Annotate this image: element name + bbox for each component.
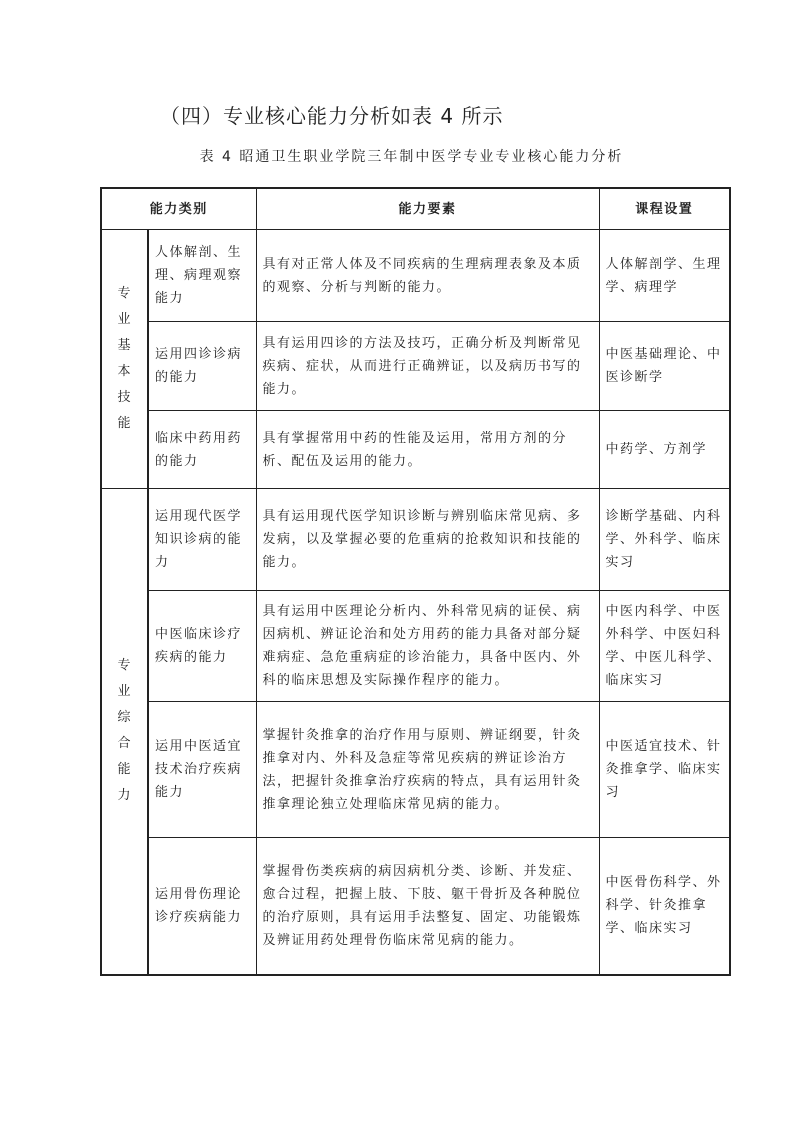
header-ability-elements: 能力要素 (256, 188, 599, 230)
core-ability-table (100, 187, 731, 976)
courses-cell: 人体解剖学、生理学、病理学 (599, 230, 730, 322)
elements-cell: 具有运用中医理论分析内、外科常见病的证侯、病因病机、辨证论治和处方用药的能力具备对部分疑难病症、急危重病症的诊治能力，具备中医内、外科的临床思想及实际操作程序的能力。 (256, 591, 599, 702)
ability-cell: 运用中医适宜技术治疗疾病能力 (148, 702, 256, 838)
table-row (101, 411, 730, 489)
table-row (101, 322, 730, 411)
ability-cell: 临床中药用药的能力 (148, 411, 256, 489)
ability-cell: 人体解剖、生理、病理观察能力 (148, 230, 256, 322)
ability-cell: 运用现代医学知识诊病的能力 (148, 489, 256, 591)
ability-cell: 运用骨伤理论诊疗疾病能力 (148, 838, 256, 975)
courses-cell: 中医骨伤科学、外科学、针灸推拿学、临床实习 (599, 838, 730, 975)
table-row (101, 702, 730, 838)
table-header-row (101, 188, 730, 230)
courses-cell: 中药学、方剂学 (599, 411, 730, 489)
group-cell (101, 230, 148, 489)
elements-cell: 掌握骨伤类疾病的病因病机分类、诊断、并发症、愈合过程，把握上肢、下肢、躯干骨折及各种脱位的治疗原则，具有运用手法整复、固定、功能锻炼及辨证用药处理骨伤临床常见病的能力。 (256, 838, 599, 975)
table-row (101, 838, 730, 975)
header-courses: 课程设置 (599, 188, 730, 230)
header-ability-category: 能力类别 (101, 188, 256, 230)
elements-cell: 具有掌握常用中药的性能及运用，常用方剂的分析、配伍及运用的能力。 (256, 411, 599, 489)
table-caption: 表 4 昭通卫生职业学院三年制中医学专业专业核心能力分析 (199, 149, 624, 165)
elements-cell: 具有运用四诊的方法及技巧，正确分析及判断常见疾病、症状，从而进行正确辨证，以及病历书写的能力。 (256, 322, 599, 411)
courses-cell: 中医内科学、中医外科学、中医妇科学、中医儿科学、临床实习 (599, 591, 730, 702)
group-label: 专业综合能力 (117, 658, 133, 804)
courses-cell: 中医适宜技术、针灸推拿学、临床实习 (599, 702, 730, 838)
courses-cell: 中医基础理论、中医诊断学 (599, 322, 730, 411)
table-row (101, 591, 730, 702)
elements-cell: 具有运用现代医学知识诊断与辨别临床常见病、多发病，以及掌握必要的危重病的抢救知识和技能的能力。 (256, 489, 599, 591)
courses-cell: 诊断学基础、内科学、外科学、临床实习 (599, 489, 730, 591)
table-row (101, 489, 730, 591)
elements-cell: 具有对正常人体及不同疾病的生理病理表象及本质的观察、分析与判断的能力。 (256, 230, 599, 322)
section-heading: （四）专业核心能力分析如表 4 所示 (160, 104, 504, 128)
group-cell (101, 489, 148, 975)
group-label: 专业基本技能 (117, 286, 133, 431)
table-row (101, 230, 730, 322)
elements-cell: 掌握针灸推拿的治疗作用与原则、辨证纲要，针灸推拿对内、外科及急症等常见疾病的辨证诊治方法，把握针灸推拿治疗疾病的特点，具有运用针灸推拿理论独立处理临床常见病的能力。 (256, 702, 599, 838)
ability-cell: 中医临床诊疗疾病的能力 (148, 591, 256, 702)
ability-cell: 运用四诊诊病的能力 (148, 322, 256, 411)
